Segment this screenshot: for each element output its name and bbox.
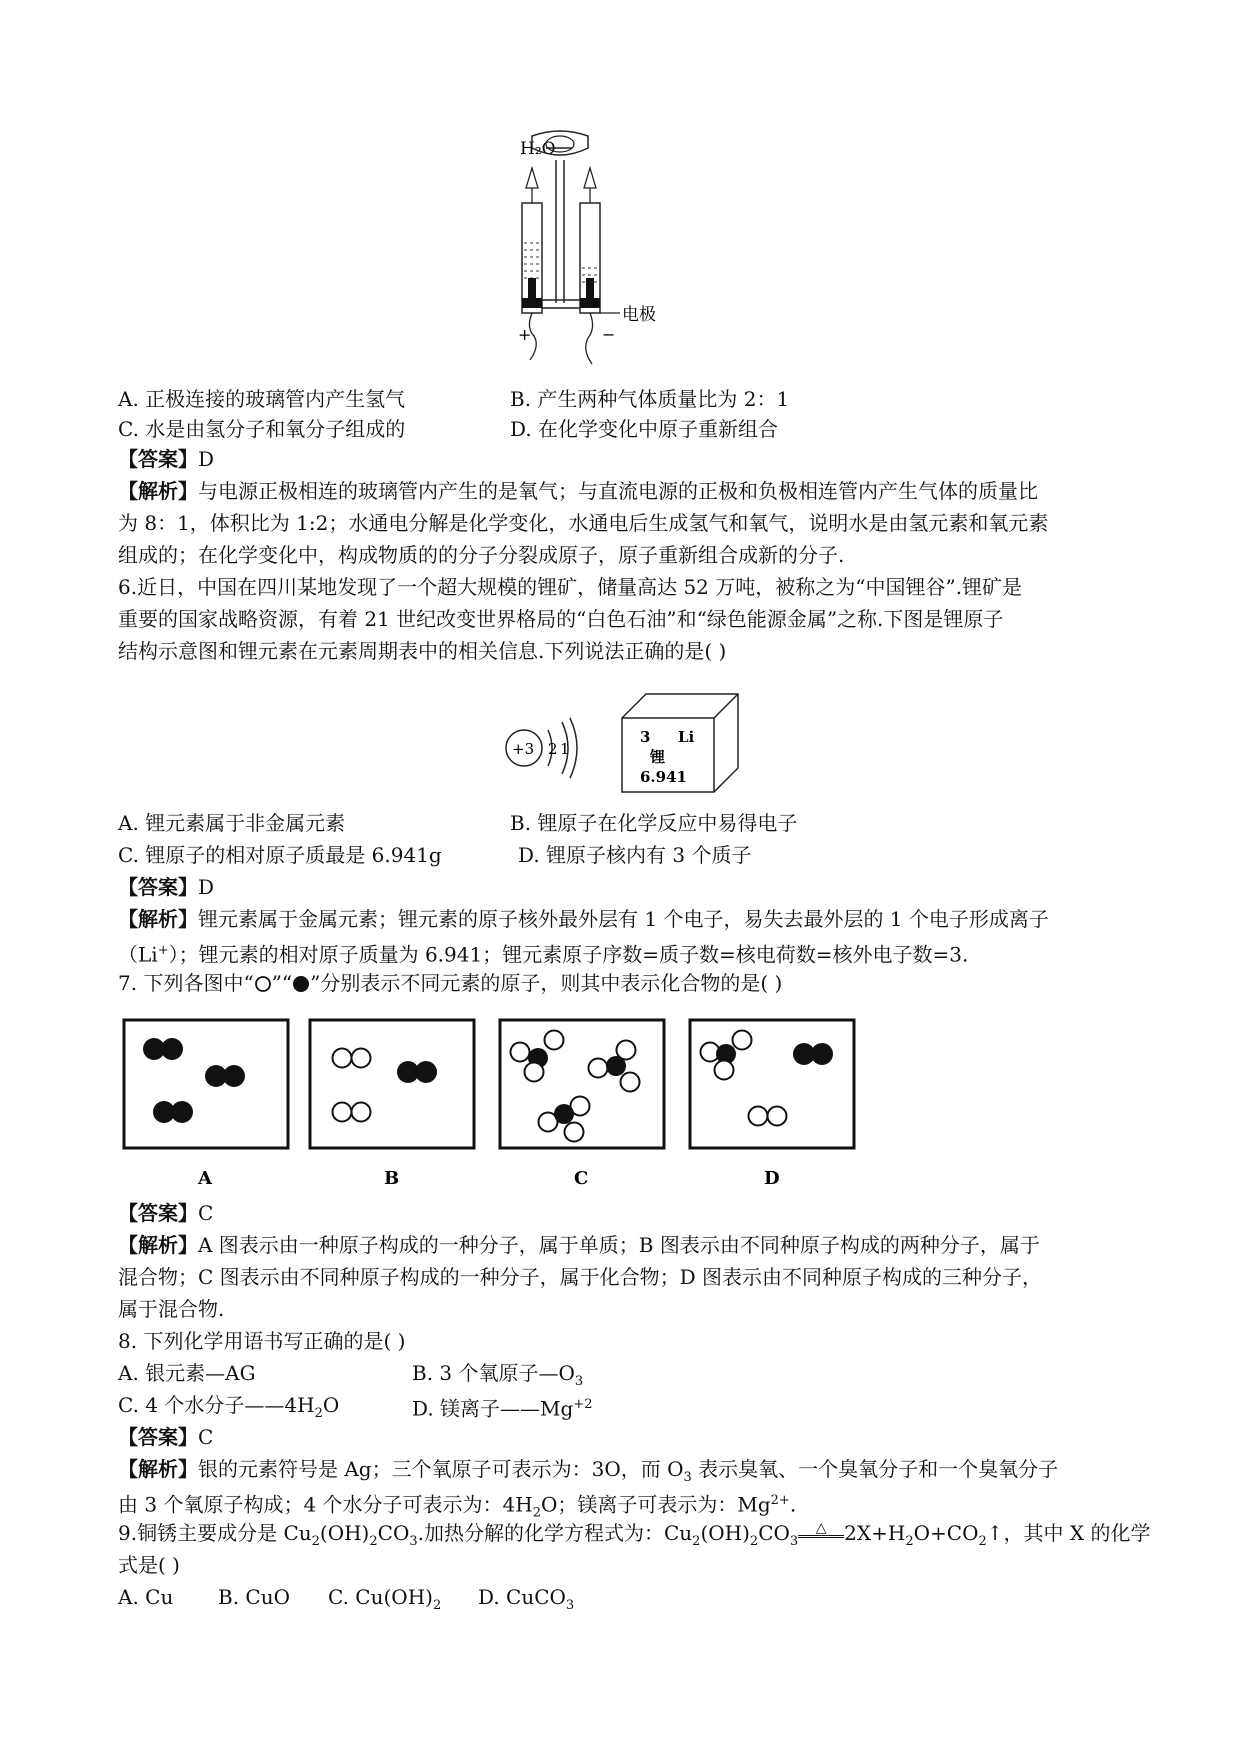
subscript: 2 — [314, 1406, 323, 1421]
atomic-number: 3 — [640, 728, 651, 746]
q9-option-d — [478, 1584, 574, 1619]
shell-1-electrons: 2 — [548, 740, 558, 758]
analysis-text: 银的元素符号是 Ag；三个氧原子可表示为：3O，而 O — [198, 1457, 684, 1481]
q6-analysis-line-1 — [118, 906, 1049, 932]
q8-stem: 8. 下列化学用语书写正确的是( ) — [118, 1329, 406, 1353]
minus-sign: − — [602, 325, 616, 344]
diagram-label-d: D — [764, 1168, 780, 1189]
q5-analysis-line-2: 为 8：1，体积比为 1:2；水通电分解是化学变化，水通电后生成氢气和氧气，说明水是由氢元素和氧元素 — [118, 511, 1049, 535]
analysis-text: . — [789, 1492, 797, 1517]
answer-value: D — [198, 447, 215, 471]
diagram-label-b: B — [384, 1168, 400, 1189]
nucleus-charge: +3 — [512, 740, 535, 758]
analysis-label: 【解析】 — [118, 479, 198, 503]
q9-stem-line-2: 式是( ) — [118, 1553, 180, 1577]
q6-answer — [118, 874, 214, 900]
option-text: D. 镁离子——Mg — [412, 1396, 574, 1421]
superscript: +2 — [573, 1397, 593, 1412]
subscript: 2 — [978, 1534, 987, 1549]
diagram-c — [500, 1020, 664, 1148]
analysis-text: （Li — [118, 942, 158, 967]
analysis-text: 表示臭氧、一个臭氧分子和一个臭氧分子 — [691, 1457, 1059, 1481]
q8-option-a: A. 银元素—AG — [118, 1361, 256, 1385]
analysis-text: 锂元素属于金属元素；锂元素的原子核外最外层有 1 个电子，易失去最外层的 1 个电子形成离子 — [198, 907, 1049, 931]
answer-value: D — [198, 875, 215, 899]
q9-option-c — [328, 1584, 441, 1619]
subscript: 2 — [311, 1534, 320, 1549]
q6-stem-line-2: 重要的国家战略资源，有着 21 世纪改变世界格局的“白色石油”和“绿色能源金属”之称.下图是锂原子 — [118, 607, 1004, 631]
q5-option-c: C. 水是由氢分子和氧分子组成的 — [118, 417, 406, 441]
periodic-table-cell-lithium — [620, 690, 740, 796]
analysis-text: O；镁离子可表示为：Mg — [540, 1492, 771, 1517]
stem-text: .加热分解的化学方程式为：Cu — [417, 1521, 693, 1545]
diagram-label-c: C — [574, 1168, 589, 1189]
diagram-label-a: A — [198, 1168, 212, 1189]
subscript: 3 — [789, 1534, 799, 1549]
q5-option-b: B. 产生两种气体质量比为 2：1 — [510, 387, 790, 411]
molecule-diagrams — [118, 1014, 918, 1190]
option-text: C. Cu(OH) — [328, 1585, 433, 1609]
analysis-text: ）；锂元素的相对原子质量为 6.941；锂元素原子序数=质子数=核电荷数=核外电子数=3. — [168, 942, 969, 967]
subscript: 2 — [369, 1534, 378, 1549]
white-atom-icon — [254, 975, 272, 993]
electrode-label: 电极 — [622, 305, 656, 325]
stem-text: (OH) — [319, 1521, 370, 1545]
water-label: H₂O — [520, 139, 556, 159]
stem-text: ”分别表示不同元素的原子，则其中表示化合物的是( ) — [310, 971, 783, 995]
q5-option-d: D. 在化学变化中原子重新组合 — [510, 417, 779, 441]
ion-charge: + — [157, 943, 169, 958]
q8-answer — [118, 1424, 213, 1450]
subscript: 3 — [565, 1598, 575, 1613]
q8-option-d — [412, 1392, 593, 1422]
q9-stem-line-1 — [118, 1520, 1150, 1555]
element-symbol: Li — [678, 728, 695, 746]
subscript: 3 — [574, 1374, 584, 1389]
shell-2-electrons: 1 — [560, 740, 570, 758]
q6-stem-line-3: 结构示意图和锂元素在元素周期表中的相关信息.下列说法正确的是( ) — [118, 639, 727, 663]
answer-label: 【答案】 — [118, 1425, 198, 1449]
option-text: C. 4 个水分子——4H — [118, 1393, 315, 1417]
diagram-b — [310, 1020, 474, 1148]
answer-label: 【答案】 — [118, 875, 198, 899]
q5-analysis-line-1 — [118, 478, 1038, 504]
atomic-mass: 6.941 — [640, 768, 687, 786]
q7-analysis-line-3: 属于混合物. — [118, 1297, 225, 1321]
subscript: 2 — [905, 1534, 914, 1549]
plus-sign: + — [518, 325, 532, 344]
analysis-label: 【解析】 — [118, 907, 198, 931]
q7-answer — [118, 1200, 213, 1226]
q8-option-c — [118, 1392, 339, 1427]
q6-analysis-line-2 — [118, 938, 968, 968]
answer-value: C — [198, 1425, 214, 1449]
stem-text: 2X+H — [844, 1521, 906, 1545]
answer-label: 【答案】 — [118, 447, 198, 471]
diagram-d — [690, 1020, 854, 1148]
stem-text: CO — [758, 1521, 790, 1545]
q7-stem — [118, 970, 782, 996]
q5-analysis-line-3: 组成的；在化学变化中，构成物质的的分子分裂成原子，原子重新组合成新的分子. — [118, 543, 845, 567]
option-text: B. 3 个氧原子—O — [412, 1361, 575, 1385]
analysis-label: 【解析】 — [118, 1457, 198, 1481]
reaction-condition: △ — [798, 1521, 844, 1538]
element-name: 锂 — [650, 748, 666, 766]
stem-text: (OH) — [700, 1521, 750, 1545]
q8-option-b — [412, 1360, 583, 1395]
subscript: 3 — [683, 1470, 692, 1485]
q7-analysis-line-2: 混合物；C 图表示由不同种原子构成的一种分子，属于化合物；D 图表示由不同种原子构成的三种分子， — [118, 1265, 1043, 1289]
q6-option-d: D. 锂原子核内有 3 个质子 — [518, 843, 752, 867]
analysis-text: 由 3 个氧原子构成；4 个水分子可表示为：4H — [118, 1492, 533, 1517]
q5-answer — [118, 446, 214, 472]
superscript: 2+ — [770, 1493, 790, 1508]
q5-option-a: A. 正极连接的玻璃管内产生氢气 — [118, 387, 406, 411]
q6-option-a: A. 锂元素属于非金属元素 — [118, 811, 346, 835]
subscript: 2 — [532, 1505, 541, 1521]
stem-text: ↑，其中 X 的化学 — [986, 1521, 1151, 1545]
q6-stem-line-1: 6.近日，中国在四川某地发现了一个超大规模的锂矿，储量高达 52 万吨，被称之为“中国锂谷”.锂矿是 — [118, 575, 1023, 599]
stem-text: CO — [377, 1521, 410, 1545]
subscript: 3 — [409, 1534, 418, 1549]
option-text: D. CuCO — [478, 1585, 566, 1609]
lithium-atom-structure-diagram — [500, 714, 600, 784]
diagram-a — [124, 1020, 288, 1148]
stem-text: ”“ — [271, 971, 293, 995]
option-text: O — [322, 1393, 340, 1417]
analysis-label: 【解析】 — [118, 1233, 198, 1257]
stem-text: O+CO — [913, 1521, 979, 1545]
subscript: 2 — [432, 1598, 442, 1613]
stem-text: 7. 下列各图中“ — [118, 971, 254, 995]
q7-analysis-line-1 — [118, 1232, 1040, 1258]
stem-text: 9.铜锈主要成分是 Cu — [118, 1521, 312, 1545]
subscript: 2 — [749, 1534, 759, 1549]
black-atom-icon — [292, 975, 310, 993]
answer-value: C — [198, 1201, 214, 1225]
q9-option-a: A. Cu — [118, 1585, 174, 1609]
q8-analysis-line-1 — [118, 1456, 1058, 1491]
electrolysis-apparatus-figure — [520, 128, 730, 368]
q9-option-b: B. CuO — [218, 1585, 290, 1609]
analysis-text: A 图表示由一种原子构成的一种分子，属于单质；B 图表示由不同种原子构成的两种分子，属于 — [198, 1233, 1040, 1257]
q6-option-b: B. 锂原子在化学反应中易得电子 — [510, 811, 798, 835]
analysis-text: 与电源正极相连的玻璃管内产生的是氧气；与直流电源的正极和负极相连管内产生气体的质量比 — [198, 479, 1038, 503]
q6-option-c: C. 锂原子的相对原子质最是 6.941g — [118, 843, 442, 867]
answer-label: 【答案】 — [118, 1201, 198, 1225]
subscript: 2 — [692, 1534, 701, 1549]
